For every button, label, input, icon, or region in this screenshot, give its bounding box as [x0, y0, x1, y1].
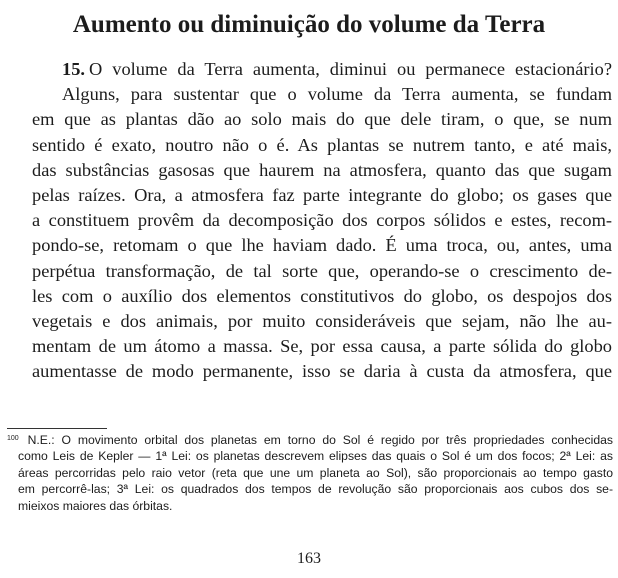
footnote-marker: 100 [7, 435, 19, 442]
paragraph-line: pelas raízes. Ora, a atmosfera faz parte integrante do globo; os gases que [32, 185, 612, 206]
body-text [32, 57, 612, 385]
question-line [32, 57, 612, 82]
footnote-line [7, 431, 613, 448]
footnote-divider [7, 428, 107, 429]
paragraph-line: das substâncias gasosas que haurem na atmosfera, quanto das que sugam [32, 159, 612, 180]
paragraph-line: em que as plantas dão ao solo mais do que dele tiram, o que, se num [32, 109, 612, 130]
footnote-line: em percorrê-las; 3ª Lei: os quadrados dos tempos de revolução são proporcionais aos cubos dos se- [18, 482, 613, 497]
paragraph-line: a constituem provêm da decomposição dos corpos sólidos e estes, recom- [32, 210, 612, 231]
paragraph-line: perpétua transformação, de tal sorte que, operando-se o crescimento de- [32, 260, 612, 281]
footnote-line: mieixos maiores das órbitas. [18, 498, 173, 513]
paragraph-line: mentam de um átomo a massa. Se, por essa causa, a parte sólida do globo [32, 336, 612, 357]
paragraph-line: aumentasse de modo permanente, isso se daria à custa da atmosfera, que [32, 361, 612, 382]
paragraph-line: vegetais e dos animais, por muito consideráveis que sejam, não lhe au- [32, 311, 612, 332]
paragraph-line: Alguns, para sustentar que o volume da Terra aumenta, se fundam [62, 84, 612, 105]
question-number: 15. [62, 59, 85, 79]
footnote-line: áreas percorridas pelo raio vetor (reta que une um planeta ao Sol), são proporcionais ao tempo gasto [18, 465, 613, 480]
footnote-line: como Leis de Kepler — 1ª Lei: os planetas descrevem elipses das quais o Sol é um dos focos; 2ª Lei: as [18, 449, 613, 464]
page-number: 163 [297, 550, 321, 567]
paragraph-line: pondo-se, retomam o que lhe haviam dado. É uma troca, ou, antes, uma [32, 235, 612, 256]
paragraph-line: les com o auxílio dos elementos constitutivos do globo, os despojos dos [32, 285, 612, 306]
footnote [7, 431, 613, 514]
paragraph-line: sentido é exato, noutro não o é. As plantas se nutrem tanto, e até mais, [32, 134, 612, 155]
section-title: Aumento ou diminuição do volume da Terra [72, 11, 546, 38]
question-text: O volume da Terra aumenta, diminui ou permanece estacionário? [89, 59, 612, 79]
footnote-text: N.E.: O movimento orbital dos planetas em torno do Sol é regido por três propriedades conhecidas [27, 433, 613, 447]
